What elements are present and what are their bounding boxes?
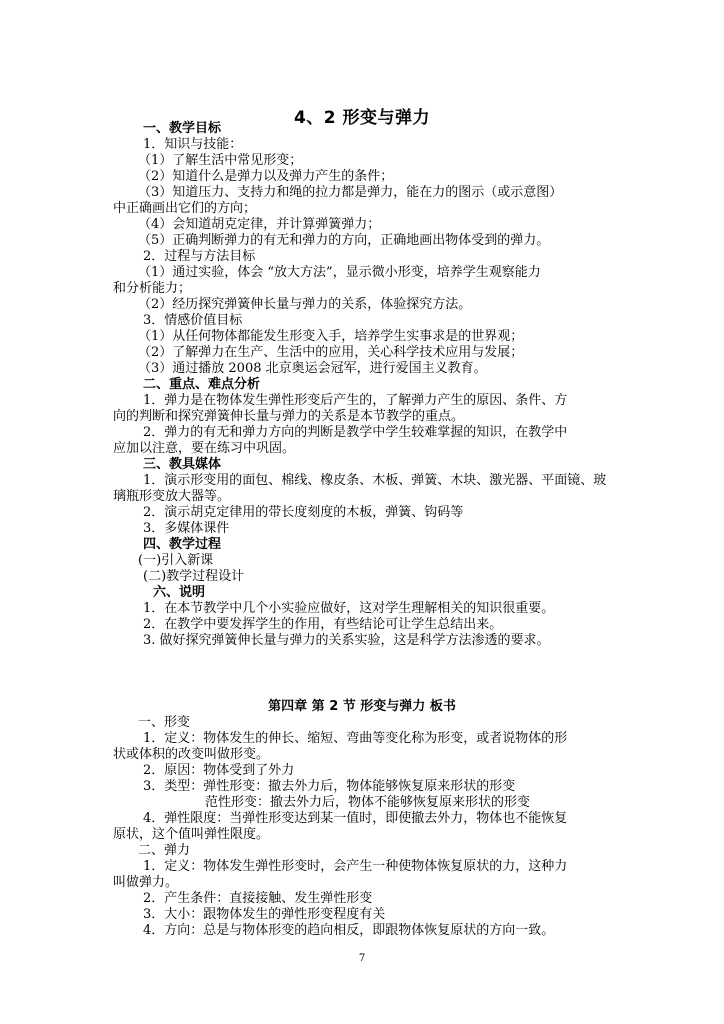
section-heading-media: 三、教具媒体 [143,457,222,472]
board-item-cont: 状或体积的改变叫做形变。 [113,747,270,762]
media-item: 3．多媒体课件 [143,521,230,536]
process-item: (二)教学过程设计 [143,569,245,584]
media-item: 1．演示形变用的面包、棉线、橡皮条、木板、弹簧、木块、激光器、平面镜、玻 [143,473,607,488]
objective-item-cont: 中正确画出它们的方向； [113,201,257,216]
objective-item: （1）了解生活中常见形变； [138,153,303,168]
board-item: 3．大小：跟物体发生的弹性形变程度有关 [143,907,386,922]
objective-item: （2）经历探究弹簧伸长量与弹力的关系，体验探究方法。 [138,297,472,312]
board-heading-elastic-force: 二、弹力 [138,843,191,858]
objective-item: （4）会知道胡克定律，并计算弹簧弹力； [138,217,381,232]
objective-item: （1）从任何物体都能发生形变入手，培养学生实事求是的世界观； [138,329,524,344]
page-title: 4、2 形变与弹力 [293,108,431,128]
board-item: 1．定义：物体发生弹性形变时，会产生一种使物体恢复原状的力，这种力 [143,859,568,874]
key-point-item: 1．弹力是在物体发生弹性形变后产生的，了解弹力产生的原因、条件、方 [143,393,568,408]
objective-item: （5）正确判断弹力的有无和弹力的方向，正确地画出物体受到的弹力。 [138,233,550,248]
objective-item: （3）知道压力、支持力和绳的拉力都是弹力，能在力的图示（或示意图） [138,185,563,200]
board-item: 4．方向：总是与物体形变的趋向相反，即跟物体恢复原状的方向一致。 [143,923,555,938]
section-heading-objectives: 一、教学目标 [143,121,222,136]
board-item-cont: 范性形变：撤去外力后，物体不能够恢复原来形状的形变 [205,795,531,810]
board-item: 1．定义：物体发生的伸长、缩短、弯曲等变化称为形变，或者说物体的形 [143,731,568,746]
key-point-item-cont: 应加以注意，要在练习中巩固。 [113,441,296,456]
board-item: 4．弹性限度：当弹性形变达到某一值时，即使撤去外力，物体也不能恢复 [143,811,568,826]
board-item-cont: 原状，这个值叫弹性限度。 [113,827,270,842]
media-item-cont: 璃瓶形变放大器等。 [113,489,231,504]
subheading-knowledge: 1．知识与技能： [143,137,243,152]
objective-item: （2）知道什么是弹力以及弹力产生的条件； [138,169,394,184]
section-heading-process: 四、教学过程 [143,537,222,552]
objective-item: （2）了解弹力在生产、生活中的应用，关心科学技术应用与发展； [138,345,524,360]
board-item-cont: 叫做弹力。 [113,875,179,890]
subheading-process: 2．过程与方法目标 [143,249,256,264]
board-item: 2．原因：物体受到了外力 [143,763,295,778]
media-item: 2．演示胡克定律用的带长度刻度的木板，弹簧、钩码等 [143,505,464,520]
objective-item-cont: 和分析能力； [113,281,192,296]
process-item: (一)引入新课 [138,553,214,568]
section-heading-notes: 六、说明 [153,585,206,600]
board-title: 第四章 第 2 节 形变与弹力 板书 [268,699,456,714]
page-number: 7 [358,953,366,964]
subheading-values: 3．情感价值目标 [143,313,243,328]
section-heading-key-points: 二、重点、难点分析 [143,377,261,392]
objective-item: （1）通过实验，体会 “放大方法”，显示微小形变，培养学生观察能力 [138,265,541,280]
board-item: 3．类型：弹性形变：撤去外力后，物体能够恢复原来形状的形变 [143,779,516,794]
note-item: 3. 做好探究弹簧伸长量与弹力的关系实验，这是科学方法渗透的要求。 [143,633,550,648]
board-item: 2．产生条件：直接接触、发生弹性形变 [143,891,373,906]
note-item: 1．在本节教学中几个小实验应做好，这对学生理解相关的知识很重要。 [143,601,555,616]
board-heading-deformation: 一、形变 [138,715,191,730]
note-item: 2．在教学中要发挥学生的作用，有些结论可让学生总结出来。 [143,617,503,632]
key-point-item-cont: 向的判断和探究弹簧伸长量与弹力的关系是本节教学的重点。 [113,409,465,424]
key-point-item: 2．弹力的有无和弹力方向的判断是教学中学生较难掌握的知识，在教学中 [143,425,568,440]
objective-item: （3）通过播放 2008 北京奥运会冠军，进行爱国主义教育。 [138,361,487,376]
